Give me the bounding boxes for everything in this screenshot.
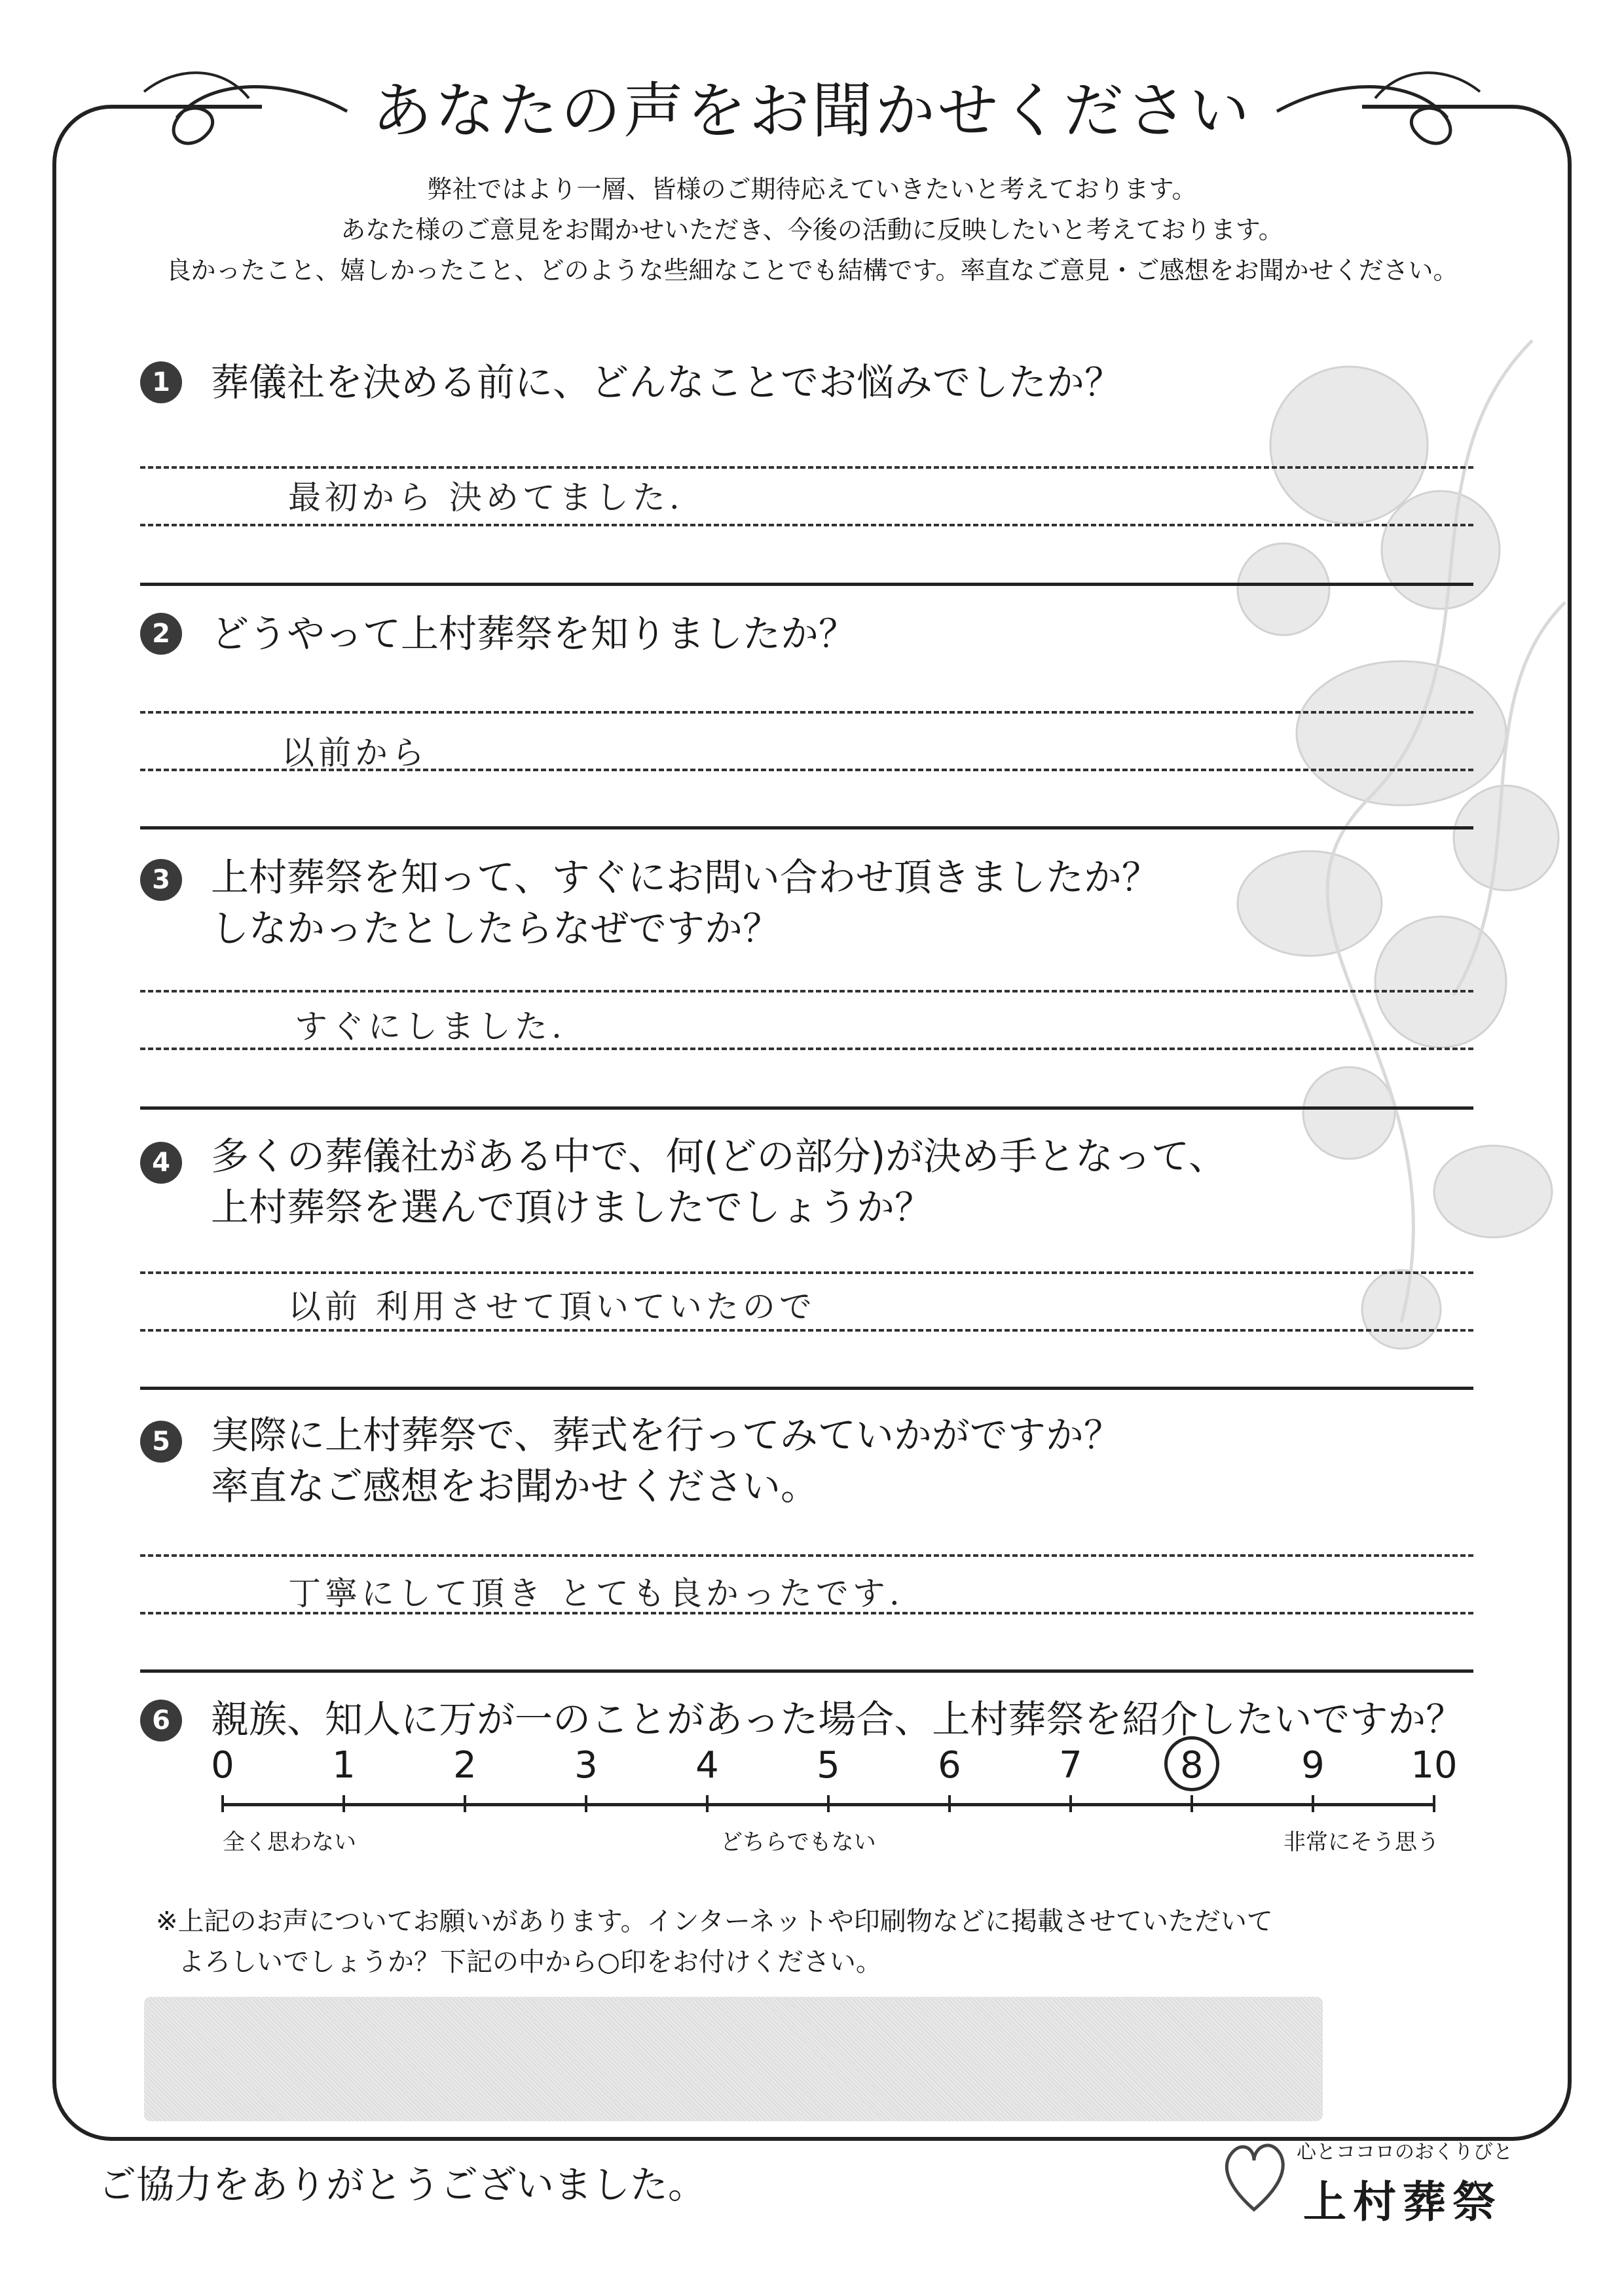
section-divider — [140, 826, 1473, 829]
answer-line — [140, 1271, 1473, 1274]
logo-tagline: 心とココロのおくりびと — [1297, 2141, 1513, 2164]
question-4-answer: 以前 利用させて頂いていたので — [288, 1288, 816, 1326]
question-6-text: 親族、知人に万が一のことがあった場合、上村葬祭を紹介したいですか？ — [211, 1697, 1464, 1741]
rating-tick-label: 6 — [938, 1744, 961, 1787]
rating-tick-label: 7 — [1059, 1744, 1082, 1787]
permission-note — [156, 1901, 1466, 1982]
intro-line: あなた様のご意見をお聞かせいただき、今後の活動に反映したいと考えております。 — [341, 215, 1283, 244]
question-2-text: どうやって上村葬祭を知りましたか？ — [211, 611, 857, 656]
answer-line — [140, 1554, 1473, 1557]
rating-tick-label: 4 — [695, 1744, 719, 1787]
note-line: よろしいでしょうか？下記の中から○印をお付けください。 — [178, 1947, 882, 1977]
answer-line — [140, 466, 1473, 469]
question-5-text-line-1: 実際に上村葬祭で、葬式を行ってみていかがですか？ — [211, 1413, 1122, 1457]
section-divider — [140, 1387, 1473, 1390]
rating-tick — [342, 1795, 345, 1812]
rating-tick — [464, 1795, 466, 1812]
note-line: ※上記のお声についてお願いがあります。インターネットや印刷物などに掲載させていただいて — [156, 1906, 1273, 1937]
scale-label-high: 非常にそう思う — [1283, 1829, 1439, 1855]
section-divider — [140, 1106, 1473, 1110]
rating-tick — [1433, 1795, 1435, 1812]
question-5-text-line-2: 率直なご感想をお聞かせください。 — [211, 1464, 819, 1508]
question-number-badge: 6 — [140, 1700, 182, 1741]
question-1-answer: 最初から 決めてました. — [288, 479, 684, 517]
rating-tick — [948, 1795, 951, 1812]
rating-tick — [1190, 1795, 1193, 1812]
question-3-text-line-1: 上村葬祭を知って、すぐにお問い合わせ頂きましたか？ — [211, 855, 1160, 900]
rating-tick-label: 5 — [817, 1744, 840, 1787]
question-1-text: 葬儀社を決める前に、どんなことでお悩みでしたか？ — [211, 360, 1123, 405]
page-title: あなたの声をお聞かせください — [371, 76, 1252, 146]
company-logo-name: 上村葬祭 — [1303, 2177, 1502, 2227]
section-divider — [140, 1669, 1473, 1673]
answer-line — [140, 524, 1473, 526]
rating-tick — [706, 1795, 709, 1812]
scale-label-low: 全く思わない — [223, 1829, 356, 1855]
rating-tick-label: 3 — [574, 1744, 598, 1787]
intro-text — [131, 169, 1493, 291]
question-number-badge: 2 — [140, 613, 182, 655]
section-divider — [140, 583, 1473, 586]
redacted-area — [144, 1997, 1323, 2121]
intro-line: 弊社ではより一層、皆様のご期待応えていきたいと考えております。 — [427, 175, 1197, 204]
question-3-text-line-2: しなかったとしたらなぜですか？ — [211, 906, 781, 951]
intro-line: 良かったこと、嬉しかったこと、どのような些細なことでも結構です。率直なご意見・ご感想をお聞かせください。 — [166, 256, 1458, 285]
question-number-badge: 1 — [140, 361, 182, 403]
rating-tick-label: 1 — [332, 1744, 356, 1787]
question-3-answer: すぐにしました. — [295, 1008, 566, 1046]
question-4-text-line-2: 上村葬祭を選んで頂けましたでしょうか？ — [211, 1185, 933, 1230]
question-number-badge: 3 — [140, 859, 182, 901]
rating-tick — [585, 1795, 587, 1812]
rating-tick-label: 0 — [211, 1744, 234, 1787]
scale-label-mid: どちらでもない — [720, 1829, 876, 1855]
selected-rating-circle — [1164, 1736, 1219, 1791]
heart-logo-icon — [1218, 2131, 1290, 2216]
footer-thanks: ご協力をありがとうございました。 — [98, 2162, 707, 2207]
rating-tick — [1312, 1795, 1314, 1812]
rating-tick — [827, 1795, 830, 1812]
rating-tick-label: 8 — [1180, 1744, 1204, 1787]
question-5-answer: 丁寧にして頂き とても良かったです. — [288, 1575, 904, 1613]
question-4-text-line-1: 多くの葬儀社がある中で、何(どの部分)が決め手となって、 — [211, 1134, 1227, 1178]
question-number-badge: 4 — [140, 1142, 182, 1184]
answer-line — [140, 1329, 1473, 1332]
rating-tick-label: 10 — [1411, 1744, 1458, 1787]
rating-tick — [221, 1795, 224, 1812]
question-2-answer: 以前から — [282, 734, 428, 772]
rating-tick — [1069, 1795, 1072, 1812]
answer-line — [140, 711, 1473, 714]
question-number-badge: 5 — [140, 1421, 182, 1463]
answer-line — [140, 990, 1473, 993]
answer-line — [140, 1048, 1473, 1050]
rating-tick-label: 2 — [453, 1744, 477, 1787]
rating-tick-label: 9 — [1301, 1744, 1325, 1787]
